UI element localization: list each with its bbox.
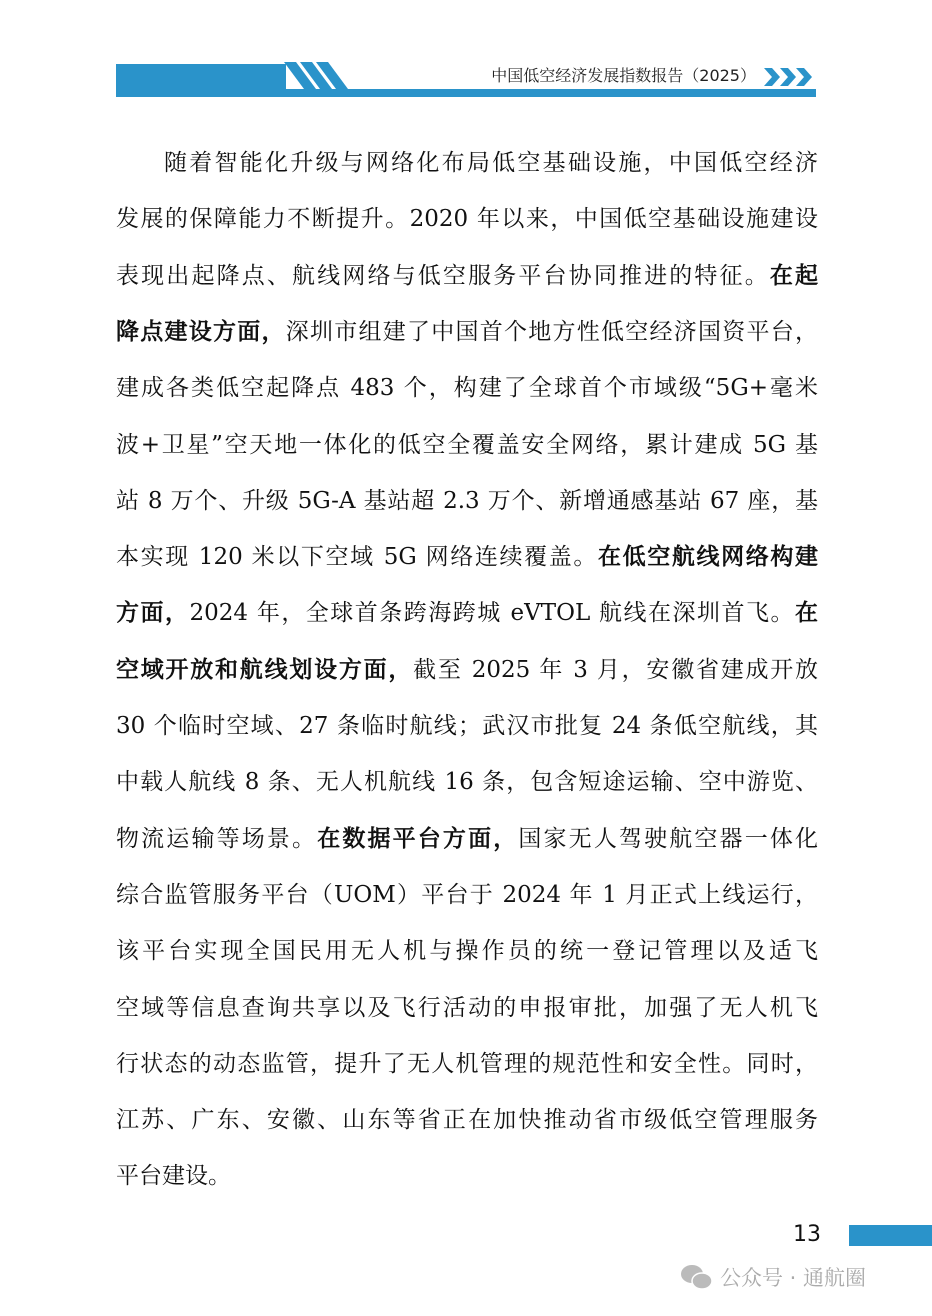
bold-text-segment: 降点建设方面， (116, 318, 286, 345)
wechat-icon (680, 1263, 714, 1291)
text-line (116, 417, 818, 473)
text-line (116, 698, 818, 754)
text-segment: 平台建设。 (116, 1163, 231, 1190)
text-segment: 综合监管服务平台（UOM）平台于 2024 年 1 月正式上线运行， (116, 881, 818, 908)
text-line (116, 1148, 818, 1204)
text-segment: 江苏、广东、安徽、山东等省正在加快推动省市级低空管理服务 (116, 1107, 818, 1134)
watermark (680, 1262, 866, 1292)
text-line (116, 529, 818, 585)
text-segment: 建成各类低空起降点 483 个，构建了全球首个市域级“5G+毫米 (116, 375, 818, 402)
text-segment: 空域等信息查询共享以及飞行活动的申报审批，加强了无人机飞 (116, 994, 818, 1021)
text-line (116, 135, 818, 191)
bold-text-segment: 在起 (769, 262, 819, 289)
report-title: 中国低空经济发展指数报告（2025） (491, 66, 756, 85)
text-line (116, 867, 818, 923)
text-line (116, 304, 818, 360)
text-segment: 国家无人驾驶航空器一体化 (518, 825, 819, 852)
page-number: 13 (793, 1222, 821, 1247)
text-segment: 30 个临时空域、27 条临时航线；武汉市批复 24 条低空航线，其 (116, 713, 818, 739)
text-line (116, 1036, 818, 1092)
text-segment: 波+卫星”空天地一体化的低空全覆盖安全网络，累计建成 5G 基 (116, 431, 818, 458)
text-segment: 本实现 120 米以下空域 5G 网络连续覆盖。 (116, 544, 599, 571)
text-segment: 表现出起降点、航线网络与低空服务平台协同推进的特征。 (116, 262, 770, 289)
text-segment: 2024 年，全球首条跨海跨城 eVTOL 航线在深圳首飞。 (189, 600, 795, 627)
text-line (116, 1092, 818, 1148)
text-line (116, 754, 818, 810)
bold-text-segment: 在低空航线网络构建 (598, 544, 819, 571)
bold-text-segment: 在数据平台方面， (317, 825, 519, 852)
text-segment: 站 8 万个、升级 5G-A 基站超 2.3 万个、新增通感基站 67 座，基 (116, 487, 818, 514)
text-segment: 该平台实现全国民用无人机与操作员的统一登记管理以及适飞 (116, 938, 818, 965)
text-line (116, 191, 818, 247)
text-segment: 物流运输等场景。 (116, 825, 318, 852)
header-rule (116, 89, 816, 97)
text-line (116, 473, 818, 529)
text-segment: 行状态的动态监管，提升了无人机管理的规范性和安全性。同时， (116, 1050, 818, 1077)
text-segment: 深圳市组建了中国首个地方性低空经济国资平台， (285, 318, 818, 345)
watermark-text: 公众号 · 通航圈 (720, 1266, 867, 1290)
bold-text-segment: 在 (795, 600, 818, 627)
text-segment: 发展的保障能力不断提升。2020 年以来，中国低空基础设施建设 (116, 206, 818, 233)
text-line (116, 642, 818, 698)
text-line (116, 360, 818, 416)
text-line (116, 585, 818, 641)
text-line (116, 980, 818, 1036)
bold-text-segment: 空域开放和航线划设方面， (116, 656, 414, 683)
text-line (116, 811, 818, 867)
text-segment: 中载人航线 8 条、无人机航线 16 条，包含短途运输、空中游览、 (116, 769, 818, 796)
text-segment: 截至 2025 年 3 月，安徽省建成开放 (413, 656, 818, 683)
bold-text-segment: 方面， (116, 600, 190, 627)
chevrons-icon (764, 66, 816, 88)
text-segment: 随着智能化升级与网络化布局低空基础设施，中国低空经济 (164, 150, 818, 176)
text-line (116, 923, 818, 979)
text-line (116, 248, 818, 304)
page-number-bar (849, 1225, 932, 1246)
